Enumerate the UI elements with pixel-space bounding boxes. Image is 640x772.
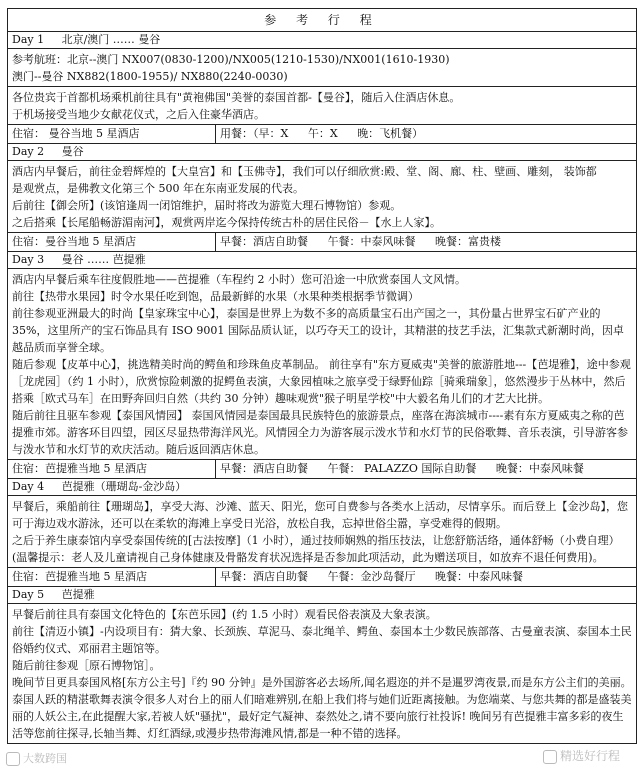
day-route: 北京/澳门 …… 曼谷 xyxy=(61,33,161,46)
day-5-header xyxy=(8,587,636,604)
day-route: 芭提雅（珊瑚岛-金沙岛） xyxy=(61,480,187,493)
paragraph: 随后参观【皮革中心】，挑选精美时尚的鳄鱼和珍珠鱼皮革制品。 前往享有"东方夏威夷"美誉的旅游胜地---【芭堤雅】，途中参观［龙虎园］（约 1 小时），欣赏惊险刺激的捉鳄鱼表演，大象园植味之旅享受于绿野仙踪［骑乘瑞象］，悠然漫步于丛林中，然后搭乘［欧式马车］在田野奔回归自然（共约 30 分钟）趣味观赏"猴子明星学校"中大毅名角儿们的才艺大比拼。 xyxy=(12,358,631,405)
day-label: Day 3 xyxy=(12,253,45,266)
dinner: 晚餐：富贵楼 xyxy=(435,235,501,248)
day-label: Day 5 xyxy=(12,588,45,601)
day-1-flights xyxy=(8,49,636,87)
stay-info: 住宿：芭提雅当地 5 星酒店 xyxy=(8,460,216,478)
day-label: Day 4 xyxy=(12,480,45,493)
flight-line: 澳门--曼谷 NX882(1800-1955)/ NX880(2240-0030) xyxy=(12,70,288,83)
paragraph: 前往【清迈小镇】-内设项目有：猜大象、长颈族、草泥马、泰北绳羊、鳄鱼、泰国本土少数民族部落、古曼童表演、泰国本土民俗婚约仪式、邓丽君主题馆等。 xyxy=(12,625,632,655)
stay-info: 住宿：曼谷当地 5 星酒店 xyxy=(8,233,216,251)
wechat-icon xyxy=(6,752,20,766)
paragraph: 前往【热带水果园】时令水果任吃到饱，品最新鲜的水果（水果种类根据季节微调） xyxy=(12,290,419,303)
dinner: 晚餐：中泰风味餐 xyxy=(495,462,584,475)
day-3-header xyxy=(8,252,636,269)
day-1-description xyxy=(8,87,636,125)
lunch: 午餐： PALAZZO 国际自助餐 xyxy=(327,462,477,475)
day-4-stay-meals xyxy=(8,568,636,587)
paragraph: 前往参观亚洲最大的时尚【皇家珠宝中心】，泰国是世界上为数不多的高质量宝石出产国之一，其份量占世界宝石矿产业的35%，这里所产的宝石饰品具有 ISO 9001 国际品质认证，以巧夺天工的设计，其精湛的技艺手法，汇集款式新潮时尚，因卓越品质而享誉全球。 xyxy=(12,307,624,354)
meal-info xyxy=(216,568,636,586)
stay-info: 住宿： 曼谷当地 5 星酒店 xyxy=(8,125,216,143)
paragraph: 随后前往参观［原石博物馆］。 xyxy=(12,659,161,672)
paragraph: 各位贵宾于首都机场乘机前往具有"黄袍佛国"美誉的泰国首都-【曼谷】，随后入住酒店休息。 xyxy=(12,91,461,104)
paragraph: 酒店内早餐后乘车往度假胜地——芭提雅（车程约 2 小时）您可沿途一中欣赏泰国人文风情。 xyxy=(12,273,466,286)
day-3-description xyxy=(8,269,636,460)
lunch: 午：X xyxy=(307,127,338,140)
paragraph: 酒店内早餐后，前往金碧辉煌的【大皇宫】和【玉佛寺】，我们可以仔细欣赏:殿、堂、阁、廊、柱、壁画、雕刻， 装饰都 xyxy=(12,165,597,178)
day-route: 曼谷 xyxy=(61,145,84,158)
paragraph: 早餐后，乘船前往【珊瑚岛】，享受大海、沙滩、蓝天、阳光，您可自费参与各类水上活动，尽情享乐。而后登上【金沙岛】，您可于海边戏水游泳，还可以在柔软的海滩上享受日光浴，放松自我，忘掉世俗尘嚣，享受难得的假期。 xyxy=(12,500,628,530)
meal-info xyxy=(216,233,636,251)
day-1-stay-meals xyxy=(8,125,636,144)
paragraph: 之后搭乘【长尾船畅游湄南河】，观赏两岸迄今保持传统古朴的居住民俗－【水上人家】。 xyxy=(12,216,441,229)
paragraph: 晚间节目更具泰国风格[东方公主号]『约 90 分钟』是外国游客必去场所,闻名遐迩的并不是暹罗湾夜景,而是东方公主们的美丽。泰国人跃的精湛歌舞表演令很多人对台上的丽人们暗难辨别,在船上我们将与她们近距离接触。为您端菜、与您共舞的都是盛装美丽的人妖公主,在此提醒大家,若被人妖"骚扰"，最好定气凝神、泰然处之,请不要向旅行社投诉! 晚间另有芭提雅丰富多彩的夜生活等您前往探寻,长轴当舞、灯红酒绿,或漫步热带海滩风情,都是一种不错的选择。 xyxy=(12,676,632,740)
watermark-right: 精选好行程 xyxy=(543,747,620,764)
page-title: 参 考 行 程 xyxy=(8,9,636,32)
watermark-left: 大数跨国 xyxy=(6,750,67,766)
paragraph: 是观赏点，是佛教文化第三个 500 年在东南亚发展的代表。 xyxy=(12,182,304,195)
wechat-icon xyxy=(543,750,557,764)
day-label: Day 2 xyxy=(12,145,45,158)
day-route: 曼谷 …… 芭提雅 xyxy=(61,253,146,266)
day-5-description xyxy=(8,604,636,743)
itinerary-table xyxy=(7,8,637,744)
dinner: 晚餐：中泰风味餐 xyxy=(435,570,523,583)
day-3-stay-meals xyxy=(8,460,636,479)
day-label: Day 1 xyxy=(12,33,45,46)
breakfast: 早餐：酒店自助餐 xyxy=(220,235,308,248)
day-route: 芭提雅 xyxy=(61,588,95,601)
day-2-stay-meals xyxy=(8,233,636,252)
day-2-description xyxy=(8,161,636,233)
day-1-header xyxy=(8,32,636,49)
meal-info xyxy=(216,460,636,478)
lunch: 午餐：中泰风味餐 xyxy=(327,235,416,248)
breakfast: 早餐：酒店自助餐 xyxy=(220,570,308,583)
stay-info: 住宿：芭提雅当地 5 星酒店 xyxy=(8,568,216,586)
day-4-description xyxy=(8,496,636,568)
day-4-header xyxy=(8,479,636,496)
day-2-header xyxy=(8,144,636,161)
breakfast: 用餐：（早：X xyxy=(220,127,289,140)
paragraph: 随后前往且驱车参观【泰国风情园】 泰国风情园是泰国最具民族特色的旅游景点，座落在海滨城市----素有东方夏威夷之称的芭提雅市郊。游客环目四望，园区尽显热带海洋风光。风情园全力为游客展示泼水节和水灯节的民俗歌舞、音乐表演，引导游客参与泼水节和水灯节的欢庆活动。随后返回酒店休息。 xyxy=(12,409,628,456)
lunch: 午餐：金沙岛餐厅 xyxy=(327,570,416,583)
dinner: 晚：飞机餐） xyxy=(357,127,424,140)
paragraph: 之后于养生康泰馆内享受泰国传统的[古法按摩]（1 小时），通过技师娴熟的指压技法，让您舒筋活络，通体舒畅（小费自理）(温馨提示：老人及儿童请视自己身体健康及骨骼发育状况选择是否参加此项活动，此为赠送项目，如放弃不退任何费用)。 xyxy=(12,534,620,564)
paragraph: 于机场接受当地少女献花仪式，之后入住豪华酒店。 xyxy=(12,108,265,121)
breakfast: 早餐：酒店自助餐 xyxy=(220,462,308,475)
flight-line: 参考航班：北京--澳门 NX007(0830-1200)/NX005(1210-1530)/NX001(1610-1930) xyxy=(12,53,450,66)
meal-info xyxy=(216,125,636,143)
paragraph: 后前往【御会所】(该馆逢周一闭馆维护，届时将改为游览大理石博物馆）参观。 xyxy=(12,199,402,212)
paragraph: 早餐后前往具有泰国文化特色的【东芭乐园】(约 1.5 小时）观看民俗表演及大象表演。 xyxy=(12,608,437,621)
